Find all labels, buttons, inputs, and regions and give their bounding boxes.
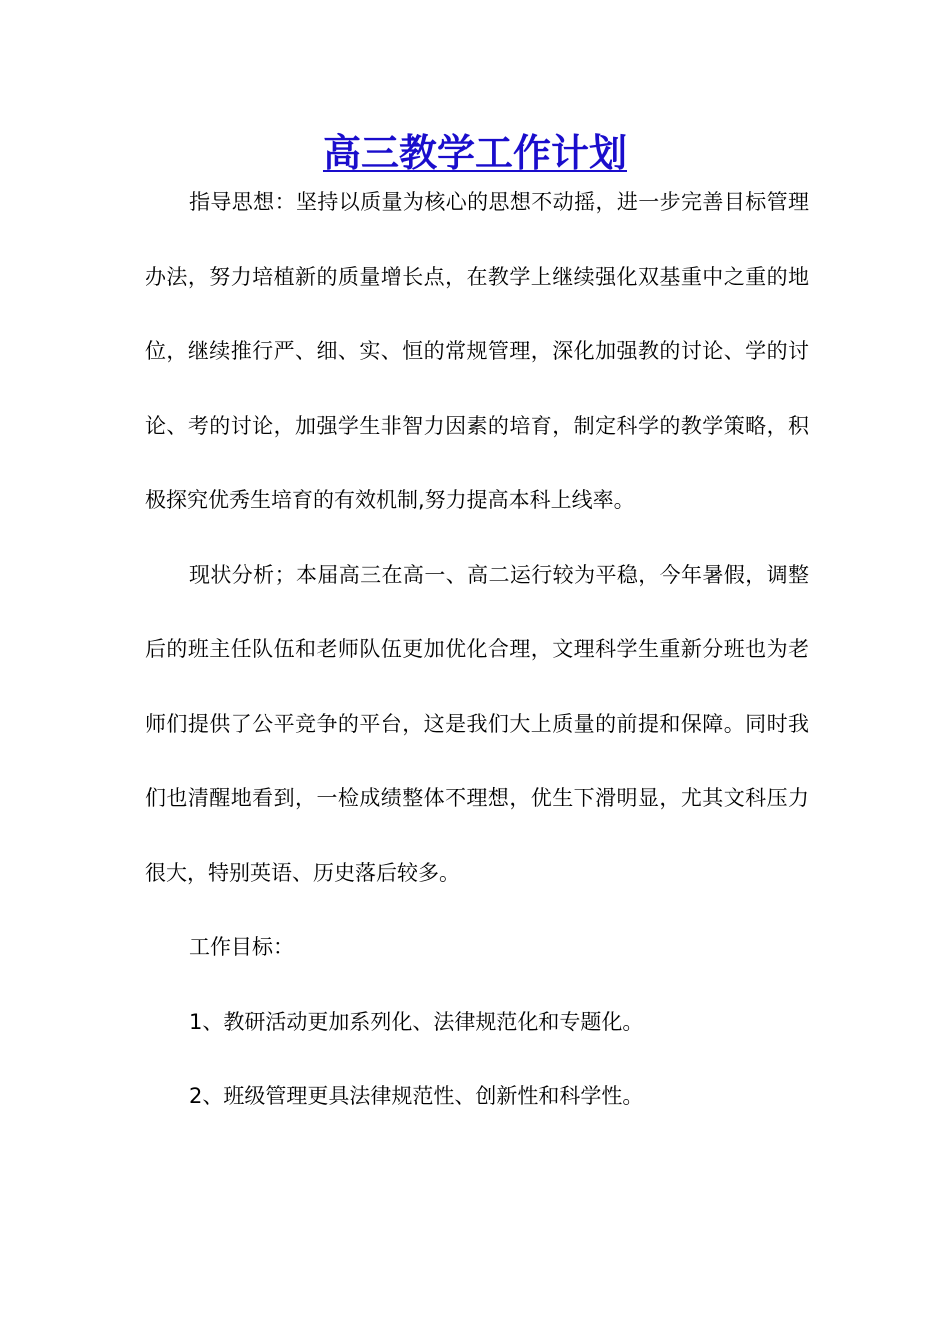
paragraph-status-analysis: 现状分析；本届高三在高一、高二运行较为平稳，今年暑假，调整后的班主任队伍和老师队伍更加优化合理，文理科学生重新分班也为老师们提供了公平竞争的平台，这是我们大上质量的前提和保障。同时我们也清醒地看到，一检成绩整体不理想，优生下滑明显，尤其文科压力很大，特别英语、历史落后较多。 bbox=[145, 562, 809, 885]
document-body bbox=[145, 165, 809, 1134]
paragraph-guiding-ideology: 指导思想：坚持以质量为核心的思想不动摇，进一步完善目标管理办法，努力培植新的质量增长点，在教学上继续强化双基重中之重的地位，继续推行严、细、实、恒的常规管理，深化加强教的讨论、学的讨论、考的讨论，加强学生非智力因素的培育，制定科学的教学策略，积极探究优秀生培育的有效机制,努力提高本科上线率。 bbox=[145, 190, 809, 512]
list-item: 1、教研活动更加系列化、法律规范化和专题化。 bbox=[189, 1009, 644, 1034]
document-title: 高三教学工作计划 bbox=[322, 130, 627, 175]
paragraph-work-goals-heading: 工作目标： bbox=[189, 935, 294, 959]
list-item: 2、班级管理更具法律规范性、创新性和科学性。 bbox=[189, 1084, 644, 1108]
